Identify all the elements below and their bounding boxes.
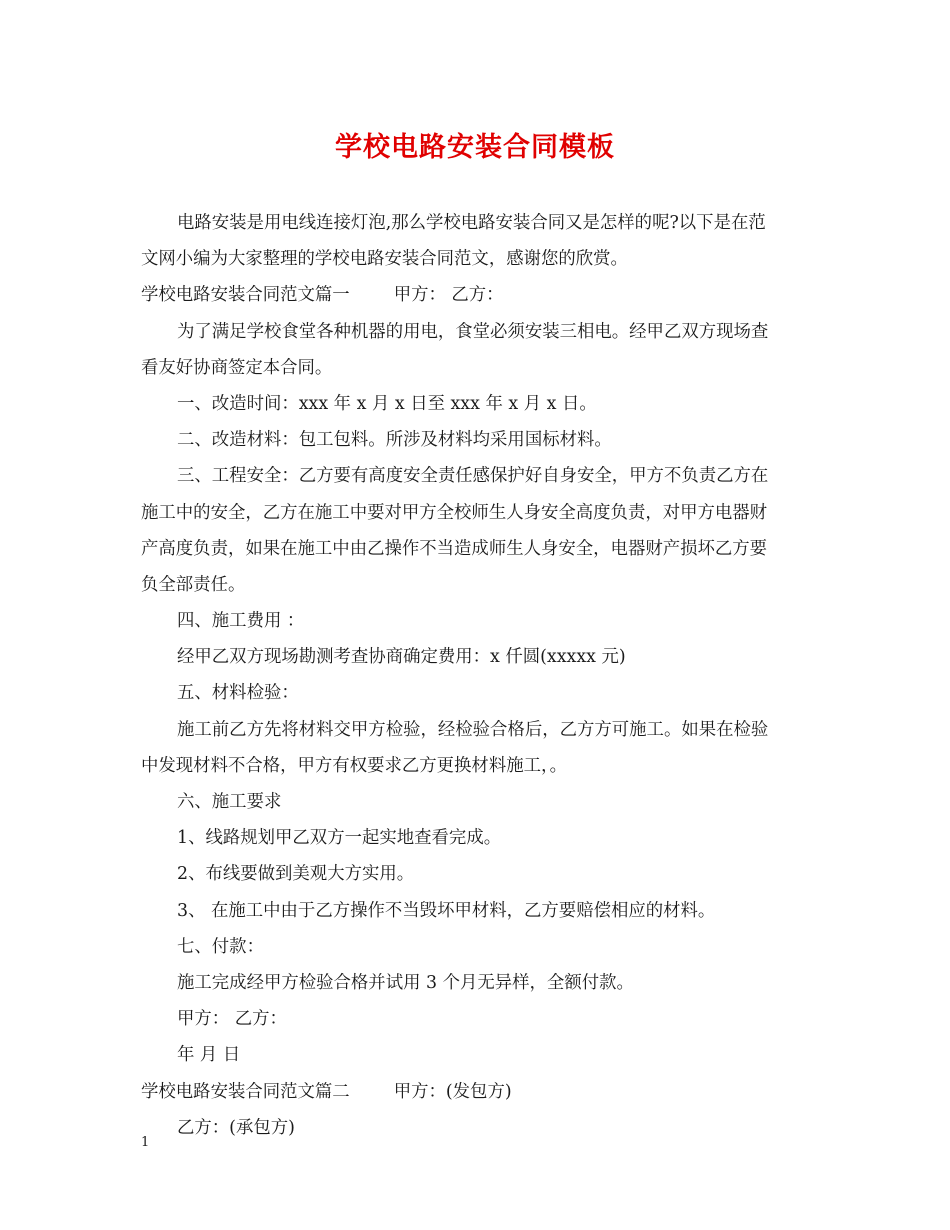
line-text: 五、材料检验： (177, 683, 299, 704)
line-text: 文网小编为大家整理的学校电路安装合同范文，感谢您的欣赏。 (141, 249, 628, 270)
text-line (141, 1110, 813, 1146)
line-text: 电路安装是用电线连接灯泡,那么学校电路安装合同又是怎样的呢?以下是在范 (177, 213, 766, 233)
text-line (141, 314, 813, 350)
text-line (141, 603, 813, 639)
text-line (141, 1037, 813, 1073)
line-text: 施工中的安全，乙方在施工中要对甲方全校师生人身安全高度负责，对甲方电器财 (141, 502, 768, 523)
line-text: 一、改造时间：xxx 年 x 月 x 日至 xxx 年 x 月 x 日。 (177, 393, 597, 414)
page-number: 1 (141, 1135, 150, 1150)
line-text: 3、 在施工中由于乙方操作不当毁坏甲材料，乙方要赔偿相应的材料。 (177, 900, 716, 921)
text-line (141, 350, 813, 386)
text-line (141, 277, 813, 313)
line-text: 为了满足学校食堂各种机器的用电，食堂必须安装三相电。经甲乙双方现场查 (177, 321, 769, 342)
text-line (141, 712, 813, 748)
text-line (141, 458, 813, 494)
text-line (141, 205, 813, 241)
text-line (141, 784, 813, 820)
document-body (141, 205, 813, 1146)
line-text: 看友好协商签定本合同。 (141, 357, 333, 378)
text-line (141, 748, 813, 784)
line-text: 年 月 日 (177, 1045, 241, 1066)
line-text: 学校电路安装合同范文篇二 (141, 1081, 350, 1102)
line-text: 学校电路安装合同范文篇一 (141, 285, 350, 306)
line-text: 经甲乙双方现场勘测考查协商确定费用：x 仟圆(xxxxx 元) (177, 647, 626, 668)
text-line (141, 531, 813, 567)
text-line (141, 675, 813, 711)
line-text: 施工前乙方先将材料交甲方检验，经检验合格后，乙方方可施工。如果在检验 (177, 719, 769, 740)
text-line (141, 856, 813, 892)
line-text: 乙方：(承包方) (177, 1117, 295, 1138)
line-text: 2、布线要做到美观大方实用。 (177, 864, 415, 885)
text-line (141, 1074, 813, 1110)
line-text: 1、线路规划甲乙双方一起实地查看完成。 (177, 828, 502, 849)
line-text: 七、付款： (177, 936, 264, 957)
line-text: 四、施工费用 ： (177, 611, 305, 632)
document-title: 学校电路安装合同模板 (335, 132, 615, 163)
line-text: 中发现材料不合格，甲方有权要求乙方更换材料施工，。 (141, 755, 568, 776)
text-line (141, 241, 813, 277)
line-text: 施工完成经甲方检验合格并试用 3 个月无异样，全额付款。 (177, 972, 634, 993)
text-line (141, 422, 813, 458)
line-text: 六、施工要求 (177, 792, 282, 812)
text-line (141, 965, 813, 1001)
text-line (141, 567, 813, 603)
line-tail-text: 甲方： 乙方： (393, 285, 504, 306)
text-line (141, 1001, 813, 1037)
text-line (141, 495, 813, 531)
line-tail-text: 甲方：(发包方) (393, 1081, 512, 1102)
text-line (141, 929, 813, 965)
text-line (141, 820, 813, 856)
line-text: 二、改造材料：包工包料。所涉及材料均采用国标材料。 (177, 430, 612, 451)
text-line (141, 893, 813, 929)
line-text: 三、工程安全：乙方要有高度安全责任感保护好自身安全，甲方不负责乙方在 (177, 466, 769, 487)
line-text: 产高度负责，如果在施工中由乙操作不当造成师生人身安全，电器财产损坏乙方要 (141, 538, 768, 559)
text-line (141, 386, 813, 422)
text-line (141, 639, 813, 675)
line-text: 甲方： 乙方： (177, 1009, 287, 1030)
line-text: 负全部责任。 (141, 574, 246, 595)
